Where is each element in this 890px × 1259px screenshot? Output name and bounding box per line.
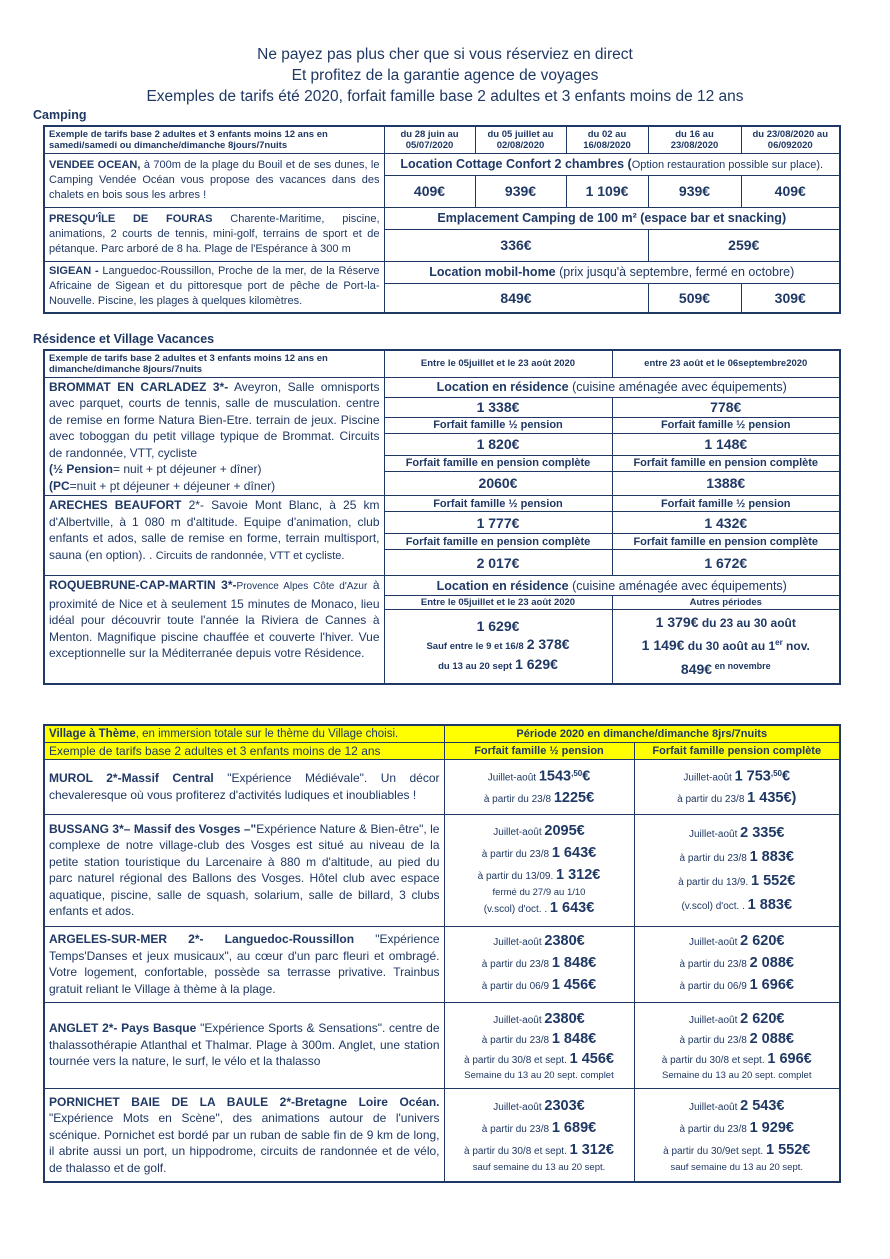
areches-text: 2*- Savoie Mont Blanc, à 25 km d'Albertville, à 1 080 m d'altitude. Equipe d'animation, club enfants et ados, salle de remise en forme, terrain multisport, sauna (en option). . [49,498,380,562]
murol-l1-price: 1543 [538,768,572,785]
vendee-text: à 700m de la plage du Bouil et de ses dunes, le Camping Vendée Océan vous propose des vacances dans des chalets en bois sous les arbres ! [49,158,380,201]
areches-p2-right: 1 672€ [612,550,840,576]
bussang-l4-label: (v.scol) d'oct. . [483,903,550,915]
argeles-r1-price: 2 620€ [740,933,785,949]
anglet-l1-label: Juillet-août [493,1014,545,1026]
bussang-r3-label: à partir du 13/9. [678,877,751,888]
pornichet-l2-price: 1 689€ [551,1120,597,1137]
areches-name: ARECHES BEAUFORT [49,498,182,512]
bussang-full-prices [634,814,840,926]
brommat-note2: =nuit + pt déjeuner + déjeuner + dîner) [69,478,276,493]
areches-half-label-left: Forfait famille ½ pension [384,496,612,512]
bussang-l2-price: 1 643€ [551,844,597,861]
argeles-l2-label: à partir du 23/8 [481,959,552,970]
brommat-name: BROMMAT EN CARLADEZ 3*- [49,379,229,394]
bussang-r1-label: Juillet-août [689,829,741,840]
pornichet-half-prices [444,1088,634,1182]
argeles-name: ARGELES-SUR-MER 2*- Languedoc-Roussillon [49,932,355,946]
anglet-l2-label: à partir du 23/8 [481,1034,552,1046]
pornichet-desc [44,1088,444,1182]
vendee-price-4: 939€ [648,175,741,207]
bussang-desc [44,814,444,926]
brommat-half-label-left: Forfait famille ½ pension [384,417,612,433]
murol-l2-label: à partir du 23/8 [483,794,554,806]
residence-period-2: entre 23 août et le 06septembre2020 [612,350,840,377]
header-line-2: Et profitez de la garantie agence de voyages [291,67,599,84]
brommat-p1-left: 1 338€ [384,397,612,417]
roquebrune-text: à proximité de Nice et à seulement 15 minutes de Monaco, lieu idéal pour découvrir toute l'année la Riviera de Cannes à Menton. Magnifique piscine chauffée et couverte l'hiver. Vue exceptionnelle sur la Méditerranée depuis votre Résidence. [49,578,380,660]
residence-table [43,349,841,685]
pornichet-l1-price: 2303€ [544,1098,585,1115]
murol-r2-price: 1 435€) [747,790,797,807]
areches-p1-right: 1 432€ [612,512,840,534]
argeles-r3-label: à partir du 06/9 [679,981,750,992]
pornichet-r3-label: à partir du 30/9et sept. [663,1146,766,1158]
brommat-half-label-right: Forfait famille ½ pension [612,417,840,433]
header-line-1: Ne payez pas plus cher que si vous réserviez en direct [257,46,633,63]
pornichet-text: "Expérience Mots en Scène", des animations autour de l'univers scénique. Pornichet est bordé par un ruban de sable fin de 9 km de long, il abrite aussi un port, un hippodrome, circuits de randonnée et de vélo, de thalasso et de golf. [49,1111,440,1175]
village-title [44,725,444,742]
section-title-camping: Camping [33,108,87,122]
murol-r2-label: à partir du 23/8 [677,794,748,806]
areches-p2-left: 2 017€ [384,550,612,576]
anglet-r3-label: à partir du 30/8 et sept. [661,1054,768,1066]
pornichet-r1-label: Juillet-août [689,1102,741,1114]
brommat-p3-left: 2060€ [384,471,612,495]
murol-full-prices [634,759,840,814]
argeles-r2-price: 2 088€ [749,955,794,971]
areches-p1-left: 1 777€ [384,512,612,534]
page-header [0,44,890,107]
village-title-bold: Village à Thème [49,727,136,740]
vendee-price-3: 1 109€ [566,175,648,207]
brommat-note1-bold: (½ Pension [49,462,114,476]
argeles-text: "Expérience Temps'Danses et jeux musicaux", au cœur d'un parc fleuri et ombragé. Votre logement, confortable, possède sa terrasse privative. Trainbus gratuit reliant le Village à thème à la plage. [49,932,440,996]
roquebrune-subperiod-1: Entre le 05juillet et le 23 août 2020 [384,596,612,610]
roquebrune-offer-label: Location en résidence [436,578,569,593]
vendee-offer-note: Option restauration possible sur place). [631,159,824,171]
areches-desc [44,496,384,576]
anglet-desc [44,1002,444,1088]
fouras-price-1: 336€ [384,229,648,261]
brommat-note2-bold: (PC [49,478,70,493]
fouras-desc [44,207,384,261]
bussang-l-note: fermé du 27/9 au 1/10 [492,886,586,898]
roquebrune-left-price1: 2 378€ [526,636,570,653]
areches-half-label-right: Forfait famille ½ pension [612,496,840,512]
anglet-l2-price: 1 848€ [551,1030,597,1047]
vendee-price-1: 409€ [384,175,475,207]
sigean-price-2: 509€ [648,283,741,313]
roquebrune-left-price2: 1 629€ [515,656,558,673]
bussang-l3-label: à partir du 13/09. [477,870,557,882]
argeles-l3-label: à partir du 06/9 [481,981,552,992]
pornichet-l3-label: à partir du 30/8 et sept. [464,1146,570,1158]
bussang-l1-price: 2095€ [544,822,585,839]
bussang-r3-price: 1 552€ [750,873,796,889]
anglet-name: ANGLET 2*- Pays Basque [49,1021,197,1036]
argeles-l3-price: 1 456€ [551,977,597,993]
anglet-r1-label: Juillet-août [689,1014,741,1026]
section-title-residence: Résidence et Village Vacances [33,332,215,346]
fouras-region: Charente-Maritime [212,212,322,225]
roquebrune-right2-price: 1 149€ [641,637,685,654]
roquebrune-right2-sup: er [775,638,783,648]
roquebrune-right-prices [612,610,840,684]
village-subtitle: Exemple de tarifs base 2 adultes et 3 enfants moins de 12 ans [44,742,444,759]
bussang-r4-price: 1 883€ [747,897,793,913]
roquebrune-right1-price: 1 379€ [655,614,699,631]
murol-l2-price: 1225€ [553,790,595,807]
vendee-desc [44,153,384,207]
bussang-r2-label: à partir du 23/8 [679,853,750,864]
brommat-offer [384,377,840,397]
village-col-half: Forfait famille ½ pension [444,742,634,759]
argeles-full-prices [634,926,840,1002]
anglet-half-prices [444,1002,634,1088]
murol-r1-price: 1 753 [734,768,771,785]
pornichet-full-prices [634,1088,840,1182]
fouras-price-2: 259€ [648,229,840,261]
roquebrune-left-note1: Sauf entre le 9 et 16/8 [426,641,524,653]
village-table [43,724,841,1183]
bussang-r1-price: 2 335€ [740,825,785,841]
camping-period-2: du 05 juillet au 02/08/2020 [475,126,566,153]
areches-full-label-right: Forfait famille en pension complète [612,534,840,550]
argeles-r3-price: 1 696€ [749,977,794,993]
brommat-p2-right: 1 148€ [612,433,840,455]
murol-l1-euro: € [582,768,591,785]
pornichet-r2-price: 1 929€ [749,1120,794,1137]
village-period: Période 2020 en dimanche/dimanche 8jrs/7nuits [444,725,840,742]
murol-desc [44,759,444,814]
camping-table [43,125,841,314]
roquebrune-right3-price: 849€ [680,661,713,678]
roquebrune-offer [384,576,840,596]
bussang-l3-price: 1 312€ [556,866,601,883]
camping-head-label: Exemple de tarifs base 2 adultes et 3 enfants moins 12 ans en samedi/samedi ou dimanche/dimanche 8jours/7nuits [44,126,384,153]
anglet-r2-label: à partir du 23/8 [679,1034,750,1046]
fouras-name: PRESQU'ÎLE DE FOURAS [49,212,213,225]
bussang-l4-price: 1 643€ [549,899,595,916]
sigean-offer [384,261,840,283]
brommat-full-label-left: Forfait famille en pension complète [384,455,612,471]
bussang-r4-label: (v.scol) d'oct. . [681,901,748,912]
roquebrune-region: Provence Alpes Côte d'Azur [236,581,368,592]
brommat-text: Aveyron, Salle omnisports avec parquet, courts de tennis, salle de musculation. centre de remise en forme Natura Bien-Etre. terrain de jeux. Piscine avec toboggan du petit village typique de Brommat. Circuits de randonnée, VTT, cycliste [49,379,380,460]
sigean-desc [44,261,384,313]
bussang-text: Expérience Nature & Bien-être", le complexe de notre village-club des Vosges est situé au niveau de la petite station touristique du Larcenaire à 880 m d'altitude, au pied du parc naturel régional des Ballons des Vosges. Hôtel club avec espace aquatique, piscine, salle de squash, solarium, salle de billard, 3 clubs enfants et ados. [49,821,440,918]
residence-period-1: Entre le 05juillet et le 23 août 2020 [384,350,612,377]
camping-period-1: du 28 juin au 05/07/2020 [384,126,475,153]
brommat-p3-right: 1388€ [612,471,840,495]
fouras-offer: Emplacement Camping de 100 m² (espace bar et snacking) [384,207,840,229]
roquebrune-offer-note: (cuisine aménagée avec équipements) [568,578,787,593]
bussang-name: BUSSANG 3*– Massif des Vosges –" [49,821,257,836]
argeles-half-prices [444,926,634,1002]
sigean-price-3: 309€ [741,283,840,313]
vendee-name: VENDEE OCEAN, [49,158,141,171]
anglet-l3-price: 1 456€ [569,1050,614,1067]
argeles-r1-label: Juillet-août [689,937,741,948]
pornichet-r3-price: 1 552€ [765,1142,811,1159]
murol-r1-label: Juillet-août [683,772,735,784]
pornichet-l3-price: 1 312€ [569,1142,614,1159]
roquebrune-left-note2: du 13 au 20 sept [438,661,513,673]
camping-period-3: du 02 au 16/08/2020 [566,126,648,153]
roquebrune-desc [44,576,384,684]
murol-r1-euro: € [781,768,791,785]
roquebrune-right2-text2: nov. [782,639,810,654]
pornichet-r1-price: 2 543€ [740,1098,785,1115]
roquebrune-right3-text: en novembre [712,661,771,672]
village-title-text: , en immersion totale sur le thème du Village choisi. [135,727,399,740]
roquebrune-right2-text: du 30 août au 1 [684,639,776,654]
brommat-p2-left: 1 820€ [384,433,612,455]
brommat-offer-note: (cuisine aménagée avec équipements) [568,380,787,395]
areches-text-small: Circuits de randonnée, VTT et cycliste. [155,549,345,562]
argeles-l2-price: 1 848€ [551,955,597,971]
anglet-r-note: Semaine du 13 au 20 sept. complet [662,1069,812,1081]
argeles-r2-label: à partir du 23/8 [679,959,750,970]
pornichet-l1-label: Juillet-août [493,1102,545,1114]
residence-head-label: Exemple de tarifs base 2 adultes et 3 enfants moins 12 ans en dimanche/dimanche 8jours/7nuits [44,350,384,377]
roquebrune-right1-text: du 23 au 30 août [698,616,796,631]
anglet-full-prices [634,1002,840,1088]
brommat-note1: = nuit + pt déjeuner + dîner) [113,462,262,476]
anglet-l-note: Semaine du 13 au 20 sept. complet [464,1069,614,1081]
camping-period-4: du 16 au 23/08/2020 [648,126,741,153]
sigean-price-1: 849€ [384,283,648,313]
bussang-half-prices [444,814,634,926]
roquebrune-subperiod-2: Autres périodes [612,596,840,610]
roquebrune-name: ROQUEBRUNE-CAP-MARTIN 3*- [49,578,237,592]
vendee-offer [384,153,840,175]
pornichet-r2-label: à partir du 23/8 [679,1124,750,1136]
camping-period-5: du 23/08/2020 au 06/092020 [741,126,840,153]
argeles-l1-price: 2380€ [544,933,585,949]
vendee-price-2: 939€ [475,175,566,207]
anglet-l3-label: à partir du 30/8 et sept. [464,1054,570,1066]
pornichet-l-note: sauf semaine du 13 au 20 sept. [472,1162,606,1174]
murol-l1-label: Juillet-août [487,772,539,784]
anglet-r3-price: 1 696€ [767,1050,812,1067]
bussang-r2-price: 1 883€ [749,849,794,865]
brommat-desc [44,377,384,496]
anglet-r1-price: 2 620€ [740,1010,785,1027]
argeles-l1-label: Juillet-août [493,937,545,948]
brommat-p1-right: 778€ [612,397,840,417]
pornichet-r-note: sauf semaine du 13 au 20 sept. [670,1162,804,1174]
anglet-l1-price: 2380€ [544,1010,585,1027]
vendee-price-5: 409€ [741,175,840,207]
areches-full-label-left: Forfait famille en pension complète [384,534,612,550]
murol-l1-sup: ,50 [571,768,583,778]
village-col-full: Forfait famille pension complète [634,742,840,759]
murol-half-prices [444,759,634,814]
brommat-offer-label: Location en résidence [436,380,569,395]
brommat-full-label-right: Forfait famille en pension complète [612,455,840,471]
sigean-offer-label: Location mobil-home [429,265,556,279]
header-line-3: Exemples de tarifs été 2020, forfait famille base 2 adultes et 3 enfants moins de 12 ans [146,88,744,105]
sigean-name: SIGEAN - [49,265,99,278]
murol-text: "Expérience Médiévale". Un décor chevaleresque où vous profiterez d'activités ludiques et inoubliables ! [49,771,440,802]
anglet-text: "Expérience Sports & Sensations". centre de thalassothérapie Atlanthal et Thalmar. Plage à 300m. Anglet, une station tournée vers la nature, le surf, le vélo et la thalasso [49,1021,440,1069]
sigean-offer-note: (prix jusqu'à septembre, fermé en octobre) [555,265,795,279]
pornichet-l2-label: à partir du 23/8 [481,1124,552,1136]
fouras-text: , piscine, animations, 2 courts de tennis, mini-golf, terrains de sport et de pétanque. Parc arboré de 8 ha. Plage de l'Espérance à 300 m [49,212,380,255]
vendee-offer-label: Location Cottage Confort 2 chambres ( [400,157,632,171]
sigean-text: Languedoc-Roussillon, Proche de la mer, de la Réserve Africaine de Sigean et du pittoresque port de pêche de Port-la-Nouvelle. Piscine, les plages à quelques kilomètres. [49,265,380,308]
murol-name: MUROL 2*-Massif Central [49,771,214,785]
bussang-l2-label: à partir du 23/8 [481,848,552,860]
murol-r1-sup: ,50 [770,768,782,778]
roquebrune-left-prices [384,610,612,684]
roquebrune-left-main: 1 629€ [476,618,520,635]
argeles-desc [44,926,444,1002]
bussang-l1-label: Juillet-août [493,826,545,838]
anglet-r2-price: 2 088€ [749,1030,794,1047]
pornichet-name: PORNICHET BAIE DE LA BAULE 2*-Bretagne Loire Océan. [49,1094,440,1109]
